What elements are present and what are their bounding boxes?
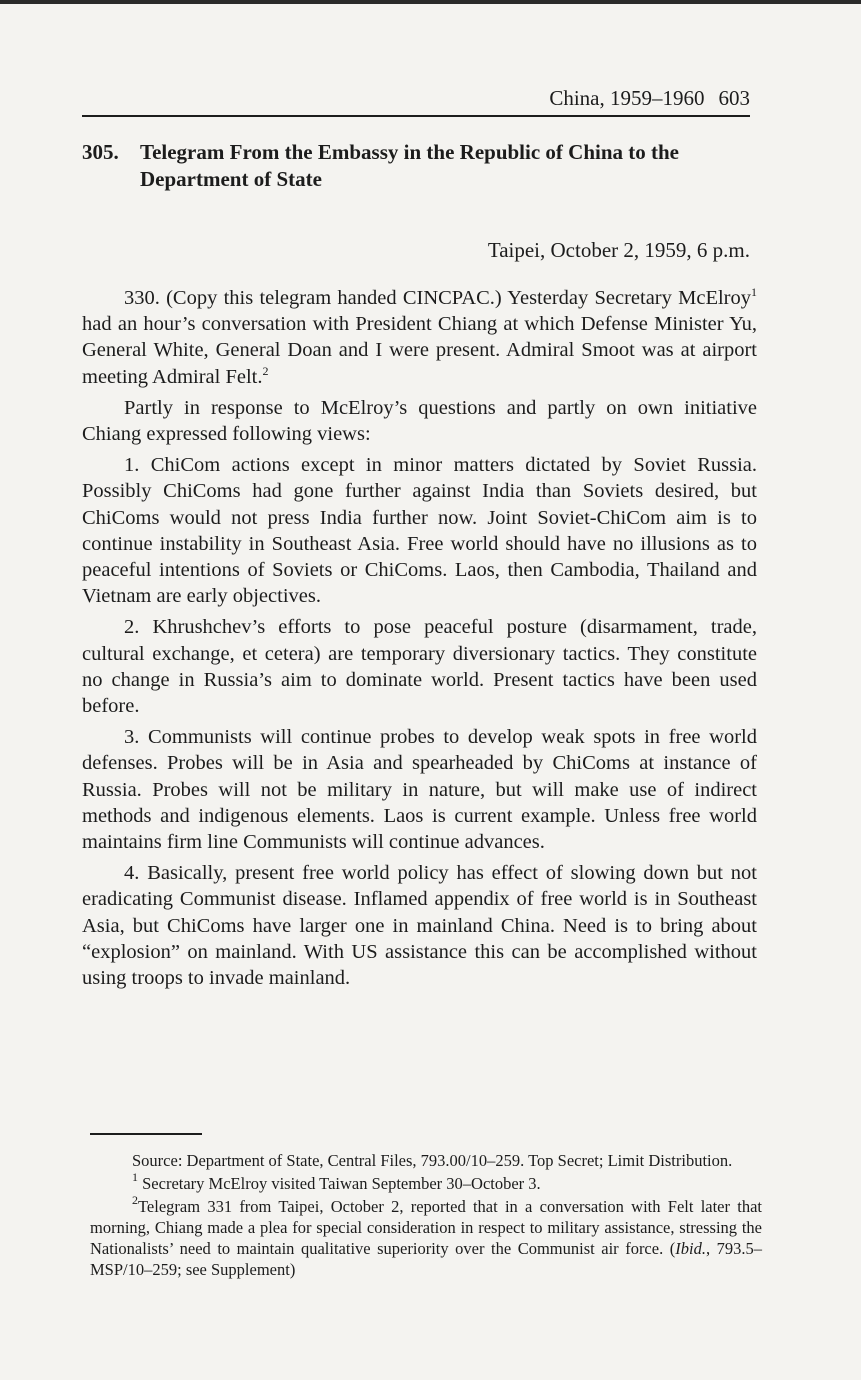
footnote-rule [90,1133,202,1135]
document-title: Telegram From the Embassy in the Republic of China to the Department of State [140,140,680,191]
running-head [82,84,750,112]
footnote-1: $^1$ Secretary McElroy visited Taiwan September 30–October 3. [132,1170,541,1193]
footnote-ref-2: 2 [262,363,269,378]
footnote-2: $^2$Telegram 331 from Taipei, October 2, reported that in a conversation with Felt later that morning, Chiang made a plea for special consideration in respect to military assistance, stressing the Nationalists’ need to maintain qualitative superiority over the Communist air force. (Ibid., 793.5–MSP/10–259; see Supplement) [90,1193,763,1279]
footnotes [90,1150,762,1282]
footnote-ref-1: 1 [751,285,757,299]
running-head-title: China, 1959–1960 [549,86,705,110]
dateline: Taipei, October 2, 1959, 6 p.m. [487,238,750,262]
document-heading [82,139,750,193]
paragraph-point-2: 2. Khrushchev’s efforts to pose peaceful posture (disarmament, trade, cultural exchange, et cetera) are temporary diversionary tactics. They constitute no change in Russia’s aim to dominate world. Present tactics have been used before. [82,616,757,718]
paragraph-intro: Partly in response to McElroy’s questions and partly on own initiative Chiang expressed following views: [82,396,757,446]
paragraph-opening: 330. (Copy this telegram handed CINCPAC.) Yesterday Secretary McElroy$^1$ had an hour’s conversation with President Chiang at which Defense Minister Yu, General White, General Doan and I were present. Admiral Smoot was at airport meeting Admiral Felt.$^2$ [82,285,757,388]
header-rule [82,115,750,117]
paragraph-point-4: 4. Basically, present free world policy has effect of slowing down but not eradicating Communist disease. Inflamed appendix of free world is in Southeast Asia, but ChiComs have larger one in mainland China. Need is to bring about “explosion” on mainland. With US assistance this can be accomplished without using troops to invade mainland. [82,862,757,990]
source-note: Source: Department of State, Central Files, 793.00/10–259. Top Secret; Limit Distribution. [132,1151,733,1170]
page-number: 603 [718,86,750,110]
document-number: 305. [82,140,119,164]
paragraph-point-3: 3. Communists will continue probes to develop weak spots in free world defenses. Probes will be in Asia and spearheaded by ChiComs at instance of Russia. Probes will not be military in nature, but will make use of indirect methods and indigenous elements. Laos is current example. Unless free world maintains firm line Communists will continue advances. [82,726,757,854]
page-top-edge [0,0,861,4]
paragraph-point-1: 1. ChiCom actions except in minor matters dictated by Soviet Russia. Possibly ChiComs had gone further against India than Soviets desired, but ChiComs would not press India further now. Joint Soviet-ChiCom aim is to continue instability in Southeast Asia. Free world should have no illusions as to peaceful intentions of Soviets or ChiComs. Laos, then Cambodia, Thailand and Vietnam are early objectives. [82,454,757,608]
telegram-body [82,285,757,996]
